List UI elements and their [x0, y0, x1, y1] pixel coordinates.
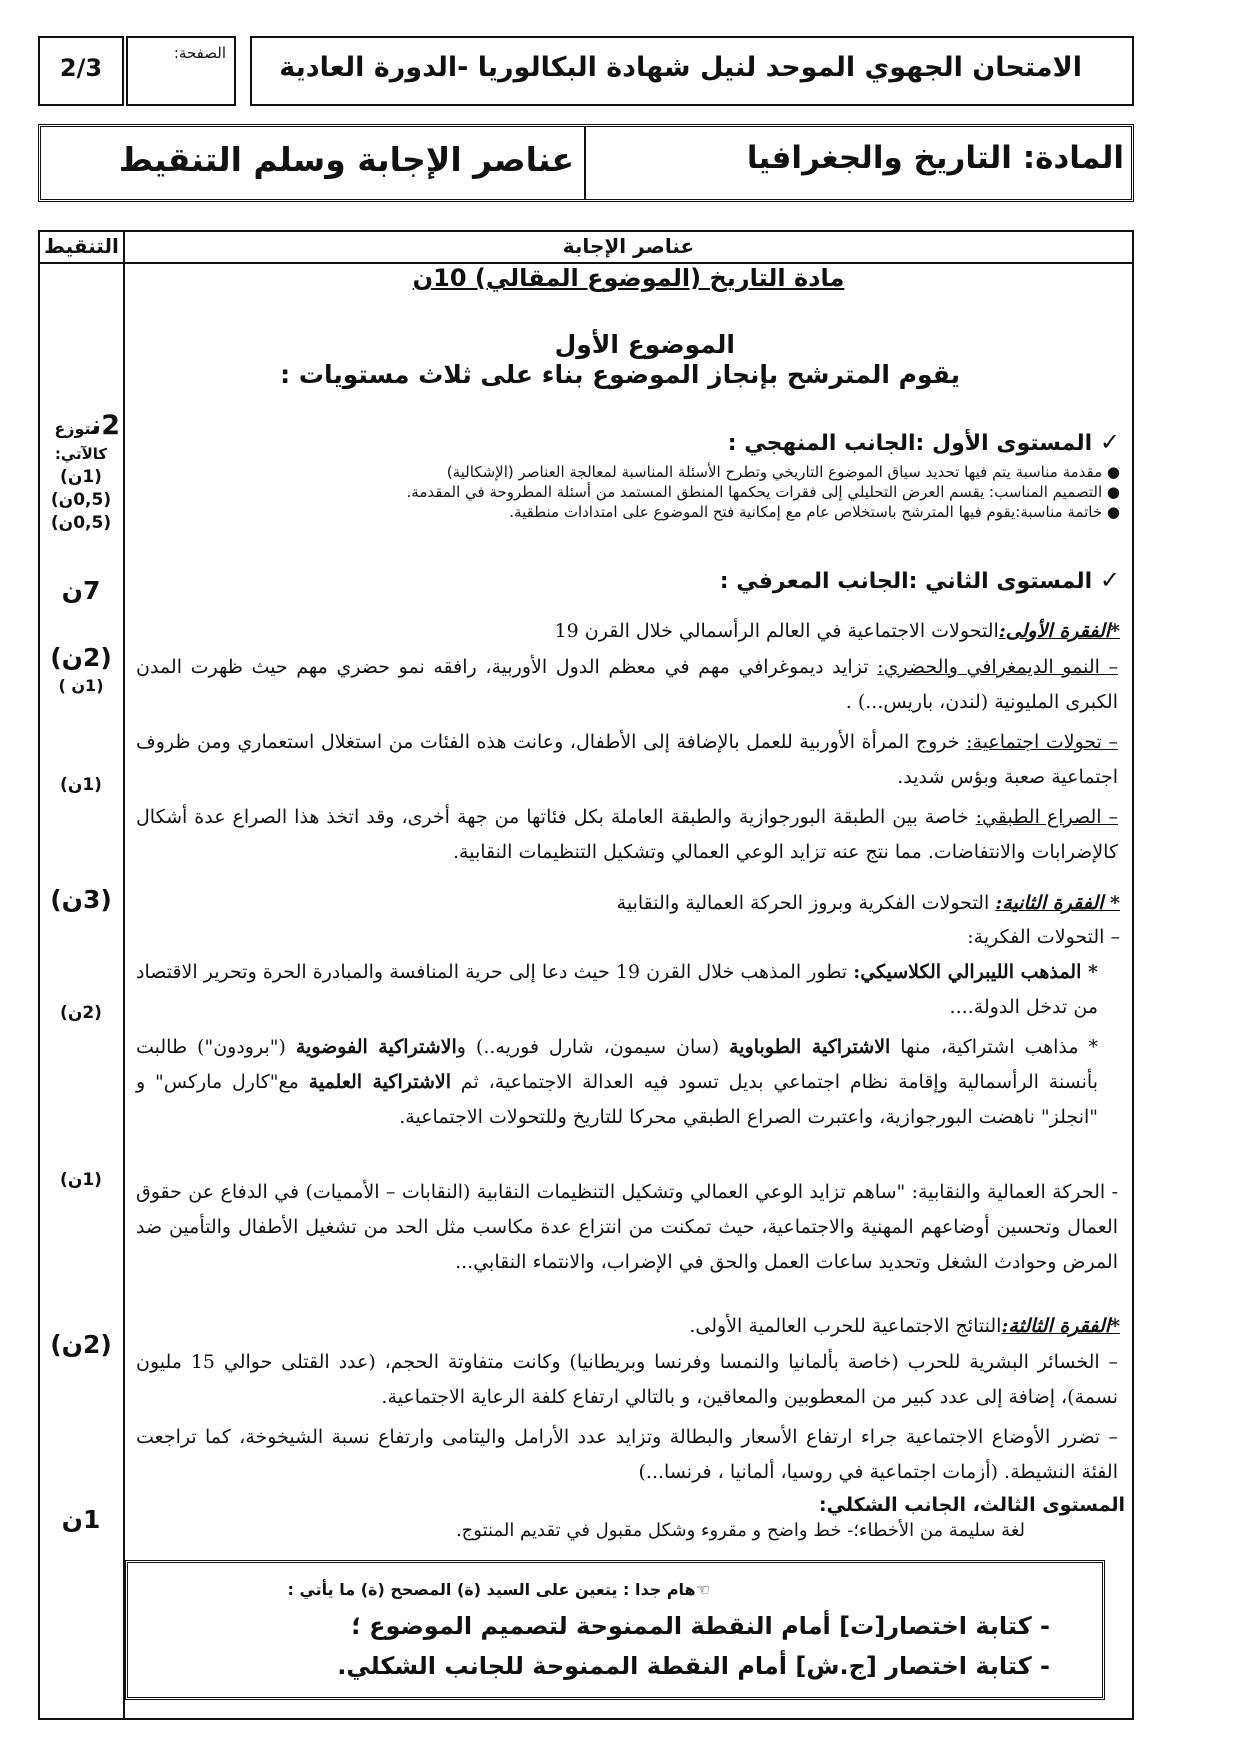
section-title-text: مادة التاريخ (الموضوع المقالي) 10ن [412, 264, 845, 292]
paragraph1-item-2 [136, 725, 1118, 795]
level1-item-3-text: خاتمة مناسبة:يقوم فيها المترشح باستخلاص عام مع إمكانية فتح الموضوع على امتدادات منطقية. [509, 503, 1103, 521]
topic-title: الموضوع الأول [554, 330, 735, 359]
paragraph3-heading-text: النتائج الاجتماعية للحرب العالمية الأولى. [689, 1315, 1002, 1337]
grader-note-intro-text: هام جدا : يتعين على السيد (ة) المصحح (ة) ما يأتي : [287, 1580, 696, 1599]
check-icon: ✓ [1099, 566, 1120, 594]
exam-title-box [250, 36, 1134, 106]
score-level1-c: (0,5ن) [50, 513, 112, 533]
paragraph2-heading-text: التحولات الفكرية وبروز الحركة العمالية والنقابية [616, 892, 996, 914]
paragraph1-item-2-term: – تحولات اجتماعية: [966, 731, 1119, 753]
score-level3: 1ن [61, 1505, 101, 1534]
header-divider [584, 126, 586, 200]
column-header-answers: عناصر الإجابة [562, 234, 695, 258]
paragraph2-item-2-d: الاشتراكية الفوضوية [295, 1036, 457, 1058]
doc-title: عناصر الإجابة وسلم التنقيط [118, 140, 574, 179]
paragraph1-heading [555, 620, 1120, 642]
paragraph2-item-3-term: - الحركة العمالية والنقابية: [911, 1181, 1118, 1203]
page-label: الصفحة: [173, 44, 226, 62]
paragraph2-item-2-g: مع"كارل ماركس" و "انجلز" ناهضت البورجوازية، واعتبرت الصراع الطبقي محركا للتاريخ وللتحولات الاجتماعية. [136, 1071, 1098, 1128]
score-level1-word: توزع [54, 419, 92, 438]
score-paragraph1: (2ن) [50, 643, 112, 672]
column-header-scores: التنقيط [44, 234, 119, 258]
paragraph1-item-3 [136, 800, 1118, 870]
subject: المادة: التاريخ والجغرافيا [746, 140, 1124, 176]
paragraph2-item-2-b: الاشتراكية الطوباوية [729, 1036, 891, 1058]
level3-text: لغة سليمة من الأخطاء؛- خط واضح و مقروء وشكل مقبول في تقديم المنتوج. [455, 1520, 1025, 1541]
paragraph3-label: *الفقرة الثالثة: [1001, 1315, 1120, 1337]
paragraph2-item-3 [136, 1175, 1118, 1280]
paragraph2-item-2-c: (سان سيمون، شارل فوريه..) و [456, 1036, 730, 1058]
paragraph2-sub: – التحولات الفكرية: [967, 926, 1120, 948]
section-title [125, 264, 1132, 292]
paragraph2-item-3-text: "ساهم تزايد الوعي العمالي وتشكيل التنظيمات النقابية (النقابات – الأمميات) في الدفاع عن حقوق العمال وتحسين أوضاعهم المهنية والاجتماعية، حيث تمكنت من انتزاع عدة مكاسب مثل الحد من تشغيل الأطفال والتأمين ضد المرض وحوادث الشغل وتحديد ساعات العمل والحق في الإضراب، والانتماء النقابي... [136, 1181, 1118, 1273]
score-level1-b: (0,5ن) [50, 490, 112, 510]
paragraph3-item-1-text: – الخسائر البشرية للحرب (خاصة بألمانيا والنمسا وفرنسا وبريطانيا) وكانت متفاوتة الحجم، (عدد القتلى حوالي 15 مليون نسمة)، إضافة إلى عدد كبير من المعطوبين والمعاقين، و بالتالي ارتفاع كلفة الرعاية الاجتماعية. [136, 1351, 1118, 1408]
paragraph1-item-1-text: تزايد ديموغرافي مهم في معظم الدول الأوربية، رافقه نمو حضري مهم حيث ظهرت المدن الكبرى المليونية (لندن، باريس...) . [136, 656, 1118, 713]
paragraph2-item-2-a: * مذاهب اشتراكية، منها [890, 1036, 1099, 1058]
score-paragraph1-a: (1ن ) [58, 676, 104, 695]
score-level1-a: (1ن) [60, 467, 102, 487]
paragraph3-item-1 [136, 1345, 1118, 1415]
level1-item-1-text: مقدمة مناسبة يتم فيها تحديد سياق الموضوع التاريخي وتطرح الأسئلة المناسبة لمعالجة العناصر (الإشكالية) [446, 463, 1103, 481]
paragraph3-item-2-text: – تضرر الأوضاع الاجتماعية جراء ارتفاع الأسعار والبطالة وتزايد عدد الأرامل واليتامى وارتفاع نسبة الشيخوخة، كما تراجعت الفئة النشيطة. (أزمات اجتماعية في روسيا، ألمانيا ، فرنسا...) [136, 1426, 1118, 1483]
paragraph1-item-1 [136, 650, 1118, 720]
paragraph2-item-1-text: تطور المذهب خلال القرن 19 حيث دعا إلى حرية المنافسة والمبادرة الحرة وتحرير الاقتصاد من تدخل الدولة.... [136, 961, 1098, 1018]
level2-title [720, 566, 1120, 594]
level1-item-2: ● التصميم المناسب: يقسم العرض التحليلي إلى فقرات يحكمها المنطق المستمد من أسئلة المطروحة في المقدمة. [406, 483, 1120, 501]
level1-item-1: ● مقدمة مناسبة يتم فيها تحديد سياق الموضوع التاريخي وتطرح الأسئلة المناسبة لمعالجة العناصر (الإشكالية) [446, 463, 1120, 481]
grader-note-line-2: - كتابة اختصار [ج.ش] أمام النقطة الممنوحة للجانب الشكلي. [337, 1652, 1050, 1680]
grader-note-line-1: - كتابة اختصار[ت] أمام النقطة الممنوحة لتصميم الموضوع ؛ [351, 1612, 1050, 1640]
level1-item-3: ● خاتمة مناسبة:يقوم فيها المترشح باستخلاص عام مع إمكانية فتح الموضوع على امتدادات منطقية. [509, 503, 1120, 521]
paragraph1-label: *الفقرة الأولى: [998, 620, 1120, 642]
paragraph2-label: * الفقرة الثانية: [995, 892, 1120, 914]
paragraph2-item-1 [136, 955, 1098, 1025]
score-paragraph1-b: (1ن) [60, 775, 102, 795]
level2-title-text: المستوى الثاني :الجانب المعرفي : [719, 569, 1093, 594]
level3-title: المستوى الثالث، الجانب الشكلي: [819, 1494, 1125, 1516]
paragraph3-item-2 [136, 1420, 1118, 1490]
paragraph3-heading [689, 1315, 1120, 1337]
pointing-hand-icon: ☜ [695, 1580, 710, 1599]
level1-title [728, 428, 1120, 456]
instruction: يقوم المترشح بإنجاز الموضوع بناء على ثلاث مستويات : [280, 360, 960, 389]
score-level1-value: 2ن [91, 410, 120, 441]
score-paragraph3: (2ن) [50, 1330, 112, 1359]
page-number: 2/3 [59, 54, 103, 82]
score-paragraph2: (3ن) [50, 885, 112, 914]
paragraph1-heading-text: التحولات الاجتماعية في العالم الرأسمالي خلال القرن 19 [554, 620, 999, 642]
paragraph1-item-1-term: – النمو الديمغرافي والحضري: [877, 656, 1119, 678]
score-level1 [30, 410, 120, 441]
paragraph2-item-2 [136, 1030, 1098, 1135]
grader-note-intro [287, 1580, 710, 1599]
paragraph1-item-3-text: خاصة بين الطبقة البورجوازية والطبقة العاملة بكل فئاتها من جهة أخرى، وقد اتخذ هذا الصراع عدة أشكال كالإضرابات والانتفاضات. مما نتج عنه تزايد الوعي العمالي وتشكيل التنظيمات النقابية. [136, 806, 1118, 863]
paragraph2-item-2-f: الاشتراكية العلمية [308, 1071, 451, 1093]
exam-title: الامتحان الجهوي الموحد لنيل شهادة البكالوريا -الدورة العادية [279, 52, 1082, 83]
score-paragraph2-a: (2ن) [60, 1003, 102, 1023]
score-level2: 7ن [61, 576, 101, 605]
score-level1-sub: كالآتي: [54, 445, 108, 463]
paragraph1-item-2-text: خروج المرأة الأوربية للعمل بالإضافة إلى الأطفال، وعانت هذه الفئات من استغلال استعماري ومن ظروف اجتماعية صعبة وبؤس شديد. [136, 731, 1118, 788]
paragraph2-item-2-e: ("برودون") طالبت بأنسنة الرأسمالية وإقامة نظام اجتماعي بديل تسود فيه العدالة الاجتماعية، ثم [136, 1036, 1098, 1093]
paragraph2-item-1-term: * المذهب الليبرالي الكلاسيكي: [853, 961, 1098, 983]
level1-item-2-text: التصميم المناسب: يقسم العرض التحليلي إلى فقرات يحكمها المنطق المستمد من أسئلة المطروحة في المقدمة. [406, 483, 1103, 501]
page-label-box [126, 36, 236, 106]
check-icon: ✓ [1099, 428, 1120, 456]
paragraph2-heading [617, 892, 1120, 914]
page-number-box [38, 36, 124, 106]
level1-title-text: المستوى الأول :الجانب المنهجي : [727, 431, 1093, 456]
paragraph1-item-3-term: – الصراع الطبقي: [975, 806, 1119, 828]
score-paragraph2-b: (1ن) [60, 1170, 102, 1190]
